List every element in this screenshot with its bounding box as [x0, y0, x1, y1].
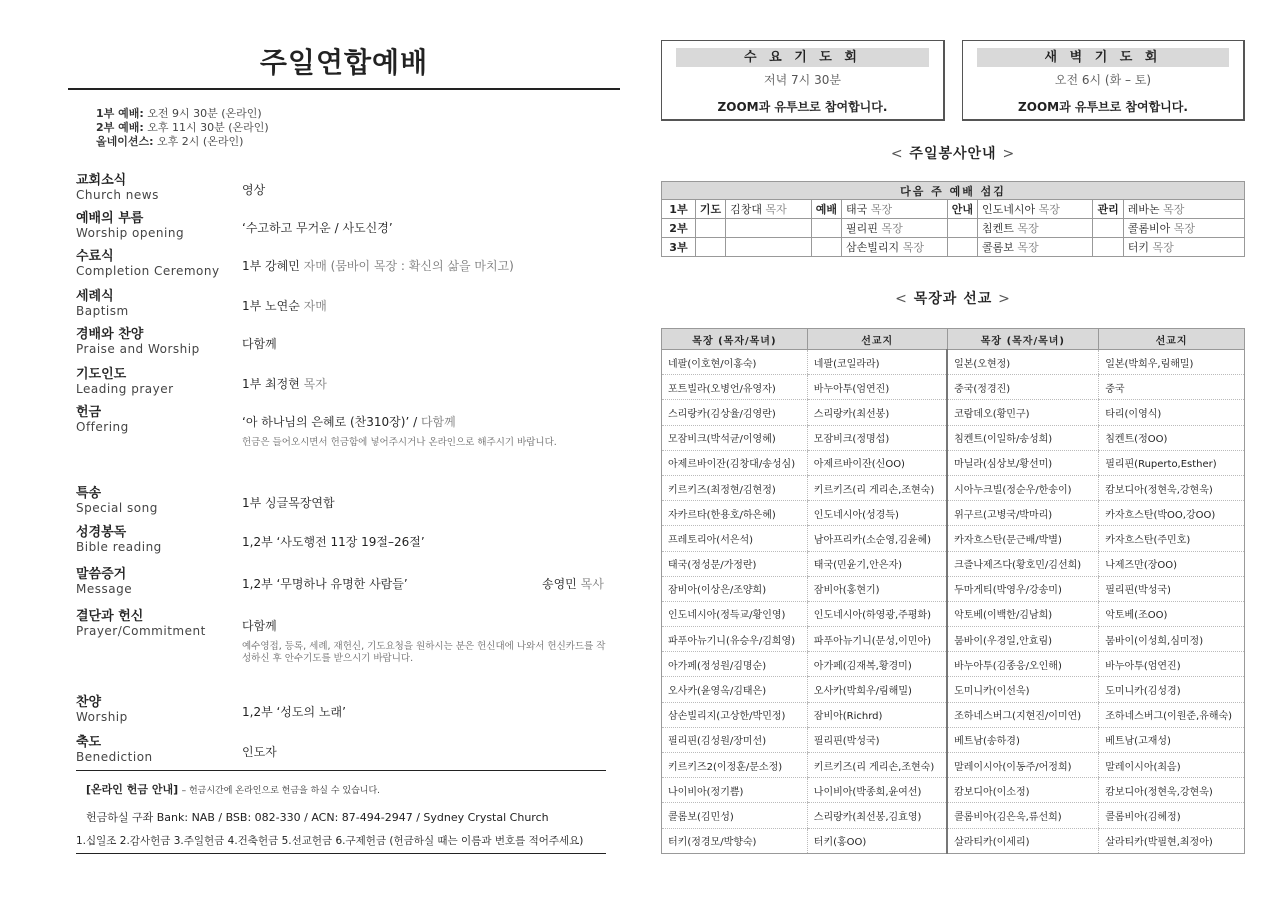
mgmt-cell	[1123, 200, 1244, 219]
mgmt-cell-title: 목장	[1173, 222, 1196, 235]
mission-field: 도미니카(김성경)	[1099, 677, 1245, 702]
order-value	[242, 181, 265, 198]
service-time-value: 오후 2시 (온라인)	[157, 135, 244, 148]
house-church: 아가페(정성원/김명순)	[662, 652, 808, 677]
worship-cell	[842, 219, 948, 238]
house-church: 시아누크빌(정순우/한송이)	[947, 475, 1099, 500]
mission-row	[662, 576, 1245, 601]
mission-row	[662, 425, 1245, 450]
house-church: 마닐라(심상보/황선미)	[947, 450, 1099, 475]
service-guide-title: < 주일봉사안내 >	[890, 146, 1016, 162]
order-value	[242, 297, 327, 314]
house-church: 콜롬비아(김은욱,류선희)	[947, 803, 1099, 828]
mission-row	[662, 677, 1245, 702]
mission-field: 필리핀(Ruperto,Esther)	[1099, 450, 1245, 475]
mgmt-cell-name: 콜롬비아	[1127, 222, 1171, 235]
mgmt-label: 관리	[1093, 200, 1123, 219]
mission-field: 바누아투(엄연진)	[1099, 652, 1245, 677]
wednesday-prayer-method: ZOOM과 유투브로 참여합니다.	[717, 100, 888, 114]
mission-row	[662, 627, 1245, 652]
preacher	[542, 575, 604, 592]
mgmt-cell-name: 레바논	[1127, 203, 1160, 216]
service-time-row	[96, 107, 620, 121]
order-title-en: Benediction	[76, 750, 153, 764]
guide-cell	[977, 219, 1093, 238]
online-offering-title: [온라인 헌금 안내]	[86, 783, 179, 796]
mission-field: 필리핀(박성국)	[807, 727, 947, 752]
house-church: 잠비아(이상은/조양희)	[662, 576, 808, 601]
offering-bottom-divider	[76, 853, 606, 854]
order-title-kr: 수료식	[76, 249, 114, 264]
order-title-en: Completion Ceremony	[76, 264, 220, 278]
wednesday-prayer-time: 저녁 7시 30분	[764, 73, 841, 87]
house-church: 자카르타(한용호/하은혜)	[662, 501, 808, 526]
house-church: 네팔(이호현/이홍숙)	[662, 350, 808, 375]
mission-field: 필리핀(박성국)	[1099, 576, 1245, 601]
wednesday-prayer-box	[661, 40, 945, 121]
guide-cell-title: 목장	[1017, 241, 1039, 254]
mission-field: 일본(박희우,림해밀)	[1099, 350, 1245, 375]
guide-label: 안내	[947, 200, 977, 219]
house-church: 프레토리아(서은석)	[662, 526, 808, 551]
mission-field: 캄보디아(정현욱,강현욱)	[1099, 475, 1245, 500]
house-church: 나이비아(정기쁨)	[662, 778, 808, 803]
order-title-en: Special song	[76, 501, 158, 515]
mission-field: 인도네시아(하영광,주평화)	[807, 601, 947, 626]
order-title-kr: 축도	[76, 735, 102, 750]
order-title-kr: 찬양	[76, 695, 102, 710]
mission-row	[662, 501, 1245, 526]
order-value-main: 1,2부 ‘무명하나 유명한 사람들’	[242, 577, 408, 591]
service-part: 3부	[662, 238, 696, 257]
mission-field: 악토베(조OO)	[1099, 601, 1245, 626]
service-row	[662, 200, 1245, 219]
service-part: 1부	[662, 200, 696, 219]
mission-field: 키르키즈(리 게리손,조현숙)	[807, 475, 947, 500]
wednesday-prayer-title: 수 요 기 도 회	[676, 48, 929, 67]
order-value	[242, 494, 335, 511]
house-church: 태국(정성문/가정란)	[662, 551, 808, 576]
mission-field: 카자흐스탄(박OO,강OO)	[1099, 501, 1245, 526]
mission-field: 뭄바이(이성희,심미정)	[1099, 627, 1245, 652]
mgmt-cell-title: 목장	[1163, 203, 1185, 216]
prayer-cell-title: 목자	[765, 203, 787, 216]
order-item	[76, 735, 620, 764]
mission-field: 키르키즈(리 게리손,조현숙)	[807, 753, 947, 778]
house-church: 인도네시아(정득교/황인영)	[662, 601, 808, 626]
order-value	[242, 617, 277, 634]
order-title-en: Bible reading	[76, 540, 162, 554]
house-church: 베트남(송하경)	[947, 727, 1099, 752]
mission-header: 선교지	[807, 329, 947, 350]
guide-label	[947, 238, 977, 257]
offering-types: 1.십일조 2.감사헌금 3.주일헌금 4.건축헌금 5.선교헌금 6.구제헌금 (헌금하실 때는 이름과 번호를 적어주세요)	[76, 835, 584, 847]
order-value	[242, 533, 425, 550]
prayer-cell	[726, 200, 812, 219]
mission-field: 스리랑카(최선봉,김효영)	[807, 803, 947, 828]
house-church: 말레이시아(이동주/어정희)	[947, 753, 1099, 778]
mission-row	[662, 526, 1245, 551]
house-church: 크즐나제즈다(황호민/김선희)	[947, 551, 1099, 576]
mission-row	[662, 375, 1245, 400]
order-title-kr: 특송	[76, 486, 102, 501]
order-value-main: 1부 최정현	[242, 377, 300, 391]
online-offering-heading	[86, 781, 380, 797]
order-title-en: Church news	[76, 188, 159, 202]
mission-header: 선교지	[1099, 329, 1245, 350]
house-church: 아제르바이잔(김창대/송성심)	[662, 450, 808, 475]
mission-field: 콜롬비아(김혜정)	[1099, 803, 1245, 828]
house-church: 삼손빌리지(고상한/박민정)	[662, 702, 808, 727]
worship-cell	[842, 238, 948, 257]
mission-row	[662, 828, 1245, 853]
mission-field: 남아프리카(소순영,김윤혜)	[807, 526, 947, 551]
order-value	[242, 575, 408, 592]
order-value	[242, 257, 514, 274]
house-church: 살라티카(이세리)	[947, 828, 1099, 853]
order-value-note: 다함께	[420, 415, 456, 429]
mission-row	[662, 753, 1245, 778]
mission-row	[662, 803, 1245, 828]
guide-cell-name: 인도네시아	[981, 203, 1036, 216]
order-value	[242, 703, 346, 720]
service-time-row	[96, 135, 620, 149]
mission-field: 베트남(고재성)	[1099, 727, 1245, 752]
order-value-main: 영상	[242, 183, 266, 197]
house-church: 중국(정경진)	[947, 375, 1099, 400]
house-church: 두마게티(박영우/강송미)	[947, 576, 1099, 601]
order-item	[76, 249, 620, 278]
mission-row	[662, 475, 1245, 500]
order-value	[242, 219, 393, 236]
order-value-main: 1부 강혜민	[242, 259, 300, 273]
order-title-en: Baptism	[76, 304, 129, 318]
mission-field: 모잠비크(정명섭)	[807, 425, 947, 450]
worship-label	[811, 219, 841, 238]
guide-cell	[977, 200, 1093, 219]
mission-header: 목장 (목자/목녀)	[947, 329, 1099, 350]
order-title-en: Worship opening	[76, 226, 185, 240]
mission-field: 인도네시아(성경득)	[807, 501, 947, 526]
order-item	[76, 695, 620, 724]
online-offering-note: – 헌금시간에 온라인으로 헌금을 하실 수 있습니다.	[181, 786, 381, 796]
offering-divider	[76, 770, 606, 771]
guide-cell-name: 침켄트	[981, 222, 1014, 235]
sunday-worship-page	[68, 40, 620, 847]
worship-label	[811, 238, 841, 257]
mission-field: 카자흐스탄(주민호)	[1099, 526, 1245, 551]
mission-row	[662, 652, 1245, 677]
prayer-cell-name: 김창대	[730, 203, 763, 216]
worship-cell-name: 태국	[846, 203, 868, 216]
house-church: 조하네스버그(지현진/이미연)	[947, 702, 1099, 727]
order-note: 헌금은 들어오시면서 헌금함에 넣어주시거나 온라인으로 해주시기 바랍니다.	[242, 437, 557, 448]
mission-field: 아제르바이잔(신OO)	[807, 450, 947, 475]
order-title-kr: 경배와 찬양	[76, 327, 144, 342]
order-value-main: 다함께	[242, 337, 277, 351]
service-time-label: 1부 예배:	[96, 107, 144, 120]
mission-field: 바누아투(엄연진)	[807, 375, 947, 400]
mission-field: 터키(홍OO)	[807, 828, 947, 853]
house-church: 키르키즈2(이정훈/문소정)	[662, 753, 808, 778]
worship-label: 예배	[811, 200, 841, 219]
mission-field: 태국(민윤기,안은자)	[807, 551, 947, 576]
house-church: 캄보디아(이소정)	[947, 778, 1099, 803]
order-title-kr: 성경봉독	[76, 525, 127, 540]
order-title-kr: 기도인도	[76, 367, 127, 382]
service-time-row	[96, 121, 620, 135]
worship-cell-title: 목장	[881, 222, 903, 235]
order-item	[76, 405, 620, 448]
order-item	[76, 609, 620, 664]
house-church: 뭄바이(우경일,안효림)	[947, 627, 1099, 652]
mgmt-cell	[1123, 219, 1244, 238]
worship-cell-name: 삼손빌리지	[846, 241, 900, 254]
order-title-kr: 교회소식	[76, 173, 127, 188]
order-title-en: Leading prayer	[76, 382, 174, 396]
mission-field: 조하네스버그(이원준,유해숙)	[1099, 702, 1245, 727]
service-time-label: 2부 예배:	[96, 121, 144, 134]
order-item	[76, 289, 620, 318]
mission-field: 나제즈만(장OO)	[1099, 551, 1245, 576]
house-church: 키르키즈(최정현/김현정)	[662, 475, 808, 500]
worship-cell-title: 목장	[870, 203, 893, 216]
service-time-label: 올네이션스:	[96, 135, 154, 148]
mission-field: 오사카(박희우/림해밀)	[807, 677, 947, 702]
order-value-main: 다함께	[242, 619, 277, 633]
order-value	[242, 743, 277, 760]
mission-field: 침켄트(정OO)	[1099, 425, 1245, 450]
bank-account-info: 헌금하실 구좌 Bank: NAB / BSB: 082-330 / ACN: 87-494-2947 / Sydney Crystal Church	[86, 811, 549, 824]
service-times	[96, 107, 620, 149]
mission-row	[662, 727, 1245, 752]
house-church: 악토베(이백한/김남희)	[947, 601, 1099, 626]
mission-field: 말레이시아(최음)	[1099, 753, 1245, 778]
mgmt-cell	[1123, 238, 1244, 257]
service-header: 다음 주 예배 섬김	[662, 182, 1245, 200]
order-value-main: 1,2부 ‘성도의 노래’	[242, 705, 346, 719]
mission-field: 아가페(김재복,황경미)	[807, 652, 947, 677]
house-church: 모잠비크(박석균/이영혜)	[662, 425, 808, 450]
order-value-main: 인도자	[242, 745, 277, 759]
house-church: 포트빌라(오병언/유영자)	[662, 375, 808, 400]
house-church: 카자흐스탄(문근배/박별)	[947, 526, 1099, 551]
mission-row	[662, 601, 1245, 626]
order-value-note: 자매	[303, 299, 327, 313]
mgmt-cell-name: 터키	[1127, 241, 1150, 254]
house-church: 도미니카(이선욱)	[947, 677, 1099, 702]
mission-table	[661, 328, 1245, 854]
prayer-cell	[726, 219, 812, 238]
house-church: 스리랑카(김상율/김영란)	[662, 400, 808, 425]
order-value	[242, 335, 277, 352]
mission-field: 잠비아(Richrd)	[807, 702, 947, 727]
prayer-label	[695, 238, 725, 257]
service-time-value: 오전 9시 30분 (온라인)	[147, 107, 262, 120]
guide-cell	[977, 238, 1093, 257]
order-title-kr: 말씀증거	[76, 567, 127, 582]
title-divider	[68, 88, 620, 90]
mgmt-label	[1093, 219, 1123, 238]
preacher-title: 목사	[580, 577, 604, 591]
preacher-name: 송영민	[542, 577, 577, 591]
house-church: 일본(오현정)	[947, 350, 1099, 375]
worship-cell-title: 목장	[902, 241, 924, 254]
mission-row	[662, 400, 1245, 425]
order-value-main: ‘아 하나님의 은혜로 (찬310장)’ /	[242, 415, 418, 429]
order-value	[242, 375, 327, 392]
service-part: 2부	[662, 219, 696, 238]
order-title-kr: 세례식	[76, 289, 114, 304]
order-item	[76, 367, 620, 396]
mission-field: 나이비아(박종희,윤여선)	[807, 778, 947, 803]
guide-cell-title: 목장	[1017, 222, 1039, 235]
guide-cell-name: 콜롬보	[981, 241, 1014, 254]
mission-row	[662, 350, 1245, 375]
prayer-cell	[726, 238, 812, 257]
worship-cell	[842, 200, 948, 219]
mission-field: 중국	[1099, 375, 1245, 400]
service-time-value: 오후 11시 30분 (온라인)	[147, 121, 269, 134]
house-church: 터키(정경모/박향숙)	[662, 828, 808, 853]
mission-title: < 목장과 선교 >	[895, 291, 1011, 307]
service-schedule-table	[661, 181, 1245, 257]
order-value-main: 1,2부 ‘사도행전 11장 19절–26절’	[242, 535, 425, 549]
order-title-kr: 예배의 부름	[76, 211, 144, 226]
order-item	[76, 525, 620, 554]
mission-field: 캄보디아(정현욱,강현욱)	[1099, 778, 1245, 803]
order-value-note: 자매 (뭄바이 목장 : 확신의 삶을 마치고)	[303, 259, 514, 273]
house-church: 파푸아뉴기니(유승우/김희영)	[662, 627, 808, 652]
mission-field: 파푸아뉴기니(문성,이민아)	[807, 627, 947, 652]
mission-row	[662, 702, 1245, 727]
house-church: 필리핀(김성원/장미선)	[662, 727, 808, 752]
mission-row	[662, 778, 1245, 803]
guide-cell-title: 목장	[1038, 203, 1060, 216]
house-church: 침켄트(이일하/송성희)	[947, 425, 1099, 450]
mission-field: 스리랑카(최선봉)	[807, 400, 947, 425]
mgmt-label	[1093, 238, 1123, 257]
dawn-prayer-box	[962, 40, 1245, 121]
mgmt-cell-title: 목장	[1152, 241, 1174, 254]
order-item	[76, 211, 620, 240]
dawn-prayer-method: ZOOM과 유투브로 참여합니다.	[1018, 100, 1188, 114]
order-value-main: 1부 싱글목장연합	[242, 496, 335, 510]
guide-label	[947, 219, 977, 238]
house-church: 오사카(윤영옥/김태은)	[662, 677, 808, 702]
house-church: 위구르(고병국/박마리)	[947, 501, 1099, 526]
house-church: 콜롬보(김민성)	[662, 803, 808, 828]
order-title-kr: 헌금	[76, 405, 102, 420]
order-item	[76, 173, 620, 202]
mission-field: 타리(이영식)	[1099, 400, 1245, 425]
house-church: 바누아투(김종응/오인해)	[947, 652, 1099, 677]
prayer-label	[695, 219, 725, 238]
order-value-main: ‘수고하고 무거운 / 사도신경’	[242, 221, 393, 235]
order-title-en: Praise and Worship	[76, 342, 200, 356]
order-title-en: Offering	[76, 420, 129, 434]
order-title-kr: 결단과 헌신	[76, 609, 144, 624]
order-value	[242, 413, 456, 430]
service-row	[662, 238, 1245, 257]
dawn-prayer-title: 새 벽 기 도 회	[977, 48, 1229, 67]
order-item	[76, 327, 620, 356]
mission-header: 목장 (목자/목녀)	[662, 329, 808, 350]
mission-row	[662, 551, 1245, 576]
order-note: 예수영접, 등록, 세례, 재헌신, 기도요청을 원하시는 분은 헌신대에 나와서 헌신카드를 작성하신 후 안수기도를 받으시기 바랍니다.	[242, 641, 606, 664]
page-title: 주일연합예배	[259, 46, 429, 79]
prayer-label: 기도	[695, 200, 725, 219]
mission-field: 잠비아(홍현기)	[807, 576, 947, 601]
mission-field: 네팔(코일라라)	[807, 350, 947, 375]
order-title-en: Prayer/Commitment	[76, 624, 206, 638]
worship-cell-name: 필리핀	[846, 222, 878, 235]
order-value-main: 1부 노연순	[242, 299, 300, 313]
order-item	[76, 486, 620, 515]
service-row	[662, 219, 1245, 238]
order-title-en: Message	[76, 582, 133, 596]
mission-row	[662, 450, 1245, 475]
mission-field: 살라티카(박필현,최정아)	[1099, 828, 1245, 853]
dawn-prayer-time: 오전 6시 (화 – 토)	[1054, 73, 1152, 87]
order-value-note: 목자	[303, 377, 327, 391]
house-church: 코람데오(황민구)	[947, 400, 1099, 425]
order-item	[76, 567, 620, 596]
order-title-en: Worship	[76, 710, 128, 724]
